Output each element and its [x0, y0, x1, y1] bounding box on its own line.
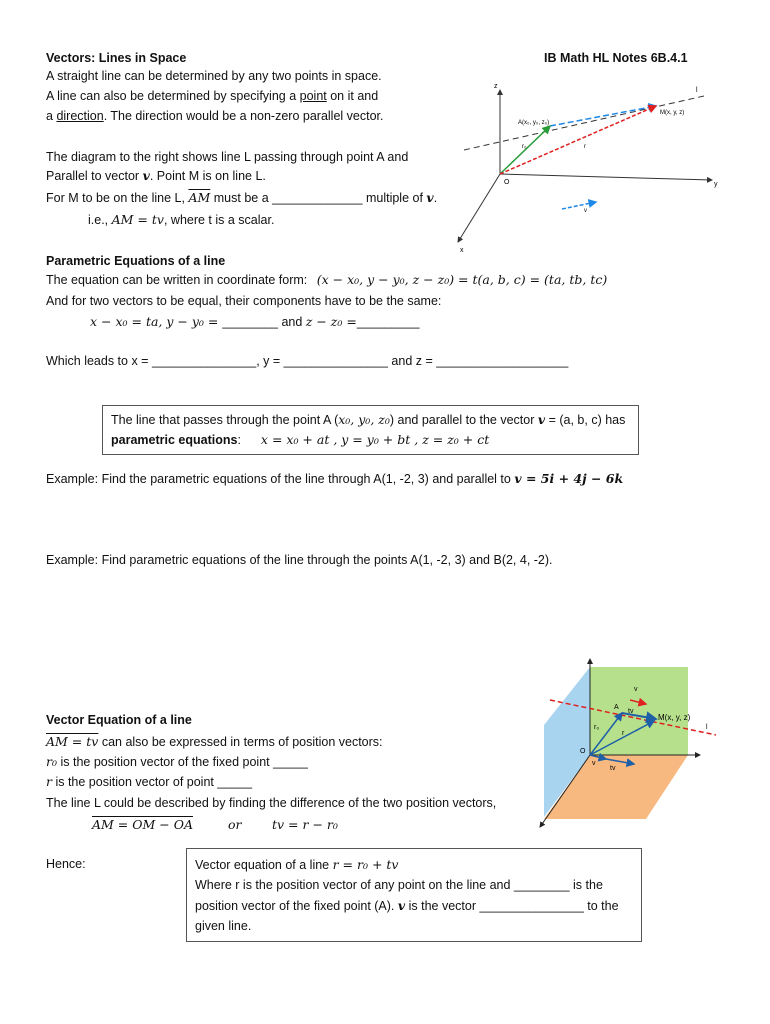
box2-line-1: Vector equation of a line r = r₀ + tv [195, 857, 399, 872]
d2-l-label: l [706, 724, 708, 731]
parametric-line-2: And for two vectors to be equal, their components have to be the same: [46, 294, 442, 308]
parametric-line-3: x − x₀ = ta, y − y₀ = ________ and z − z₀ =_________ [90, 314, 420, 329]
intro-line-2: A line can also be determined by specifying a point on it and [46, 89, 379, 103]
intro-line-7: i.e., AM = tv, where t is a scalar. [88, 212, 275, 227]
course-label: IB Math HL Notes 6B.4.1 [544, 51, 688, 65]
vector-equation-box [186, 848, 642, 942]
d2-o-label: O [580, 748, 586, 755]
box2-line-4: given line. [195, 919, 252, 933]
box2-line-3: position vector of the fixed point (A). v is the vector _______________ to the [195, 898, 619, 913]
d2-a-label: A [614, 704, 619, 711]
vector-am [550, 106, 656, 126]
parametric-equations-box [102, 405, 639, 455]
vector-eq-line-2: r₀ is the position vector of the fixed point _____ [46, 754, 308, 769]
d2-v-label: v [634, 686, 638, 693]
vector-eq-line-1: AM = tv can also be expressed in terms of position vectors: [46, 734, 383, 749]
x-label: x [460, 247, 464, 254]
v-label: v [584, 208, 587, 214]
box2-line-2: Where r is the position vector of any point on the line and ________ is the [195, 878, 603, 892]
d2-r0-label: r₀ [594, 724, 600, 731]
d2-r-label: r [622, 730, 625, 737]
vector-eq-heading: Vector Equation of a line [46, 713, 192, 727]
l-label: l [696, 87, 698, 94]
intro-line-3: a direction. The direction would be a non-zero parallel vector. [46, 109, 384, 123]
intro-line-1: A straight line can be determined by any two points in space. [46, 69, 382, 83]
page-title: Vectors: Lines in Space [46, 51, 187, 65]
y-axis [500, 174, 712, 180]
vector-v [562, 202, 596, 209]
vector-eq-line-5c: tv = r − r₀ [272, 817, 338, 832]
x-axis [458, 174, 500, 242]
box1-line-2: parametric equations: x = x₀ + at , y = y₀ + bt , z = z₀ + ct [111, 432, 490, 447]
r0-label: r₀ [522, 144, 527, 150]
vector-r [500, 106, 656, 174]
parametric-line-1: The equation can be written in coordinate form: (x − x₀, y − y₀, z − z₀) = t(a, b, c) = (ta, tb, tc) [46, 272, 608, 287]
parametric-line-4: Which leads to x = _______________, y = _______________ and z = ___________________ [46, 354, 569, 368]
r-label: r [584, 144, 586, 150]
example-1: Example: Find the parametric equations of the line through A(1, -2, 3) and parallel to v = 5i + 4j − 6k [46, 471, 624, 486]
z-label: z [494, 83, 498, 90]
d2-tvb-label: tv [610, 765, 616, 772]
intro-line-5: Parallel to vector v. Point M is on line L. [46, 168, 266, 183]
box1-line-1: The line that passes through the point A (x₀, y₀, z₀) and parallel to the vector v = (a, b, c) has [111, 412, 626, 427]
intro-line-4: The diagram to the right shows line L passing through point A and [46, 150, 409, 164]
vector-eq-line-4: The line L could be described by finding the difference of the two position vectors, [46, 796, 497, 810]
y-label: y [714, 181, 718, 188]
green-plane [590, 667, 688, 755]
vector-equation-diagram [530, 655, 730, 835]
vector-r0 [500, 126, 550, 174]
d2-vb-label: v [592, 760, 596, 767]
vector-eq-line-5a: AM = OM − OA [92, 817, 193, 832]
parametric-heading: Parametric Equations of a line [46, 254, 226, 268]
line-diagram [450, 76, 730, 256]
d2-m-label: M(x, y, z) [658, 713, 691, 722]
d2-tv-label: tv [628, 708, 634, 715]
vector-eq-line-5b: or [228, 817, 242, 832]
point-a-label: A(x₀, y₀, z₀) [518, 120, 550, 126]
vector-eq-line-3: r is the position vector of point _____ [46, 774, 253, 789]
point-m-label: M(x, y, z) [660, 110, 685, 116]
example-2: Example: Find parametric equations of the line through the points A(1, -2, 3) and B(2, 4, -2). [46, 553, 553, 567]
hence-label: Hence: [46, 857, 86, 871]
intro-line-6: For M to be on the line L, $\overline{AM}$ must be a _____________ multiple of v. [46, 190, 438, 205]
origin-label: O [504, 179, 510, 186]
